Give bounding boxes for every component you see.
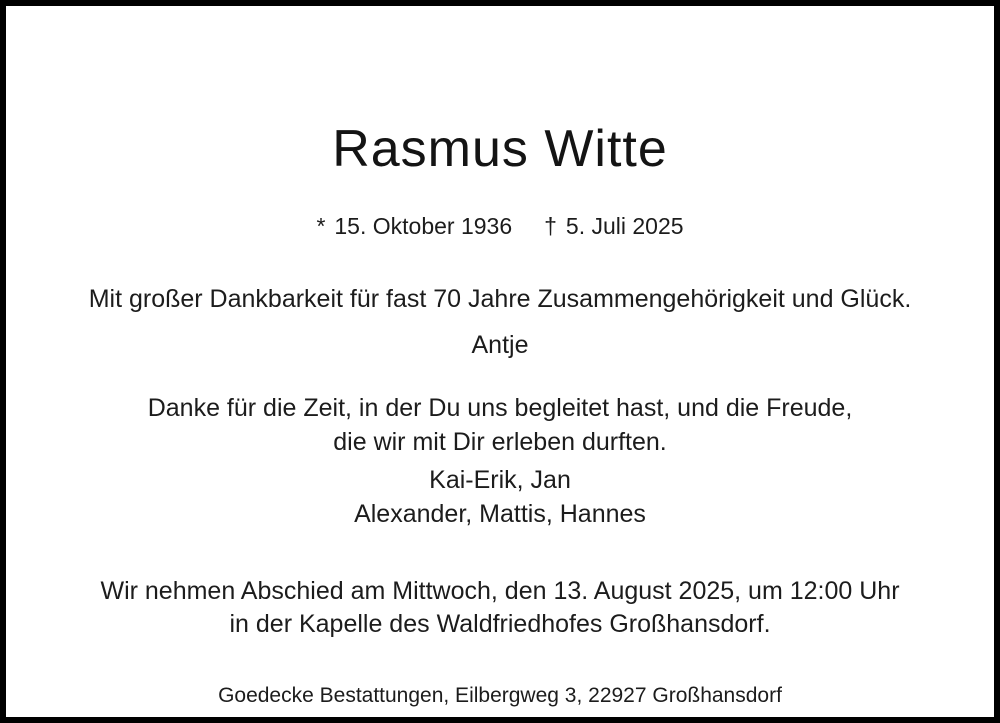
funeral-home-info: Goedecke Bestattungen, Eilbergweg 3, 22927 Großhansdorf [218,684,782,707]
life-dates [6,212,994,240]
gratitude-line: Mit großer Dankbarkeit für fast 70 Jahre Zusammengehörigkeit und Glück. [88,285,912,313]
deceased-name: Rasmus Witte [332,120,668,178]
born-star-symbol: * [316,213,326,239]
thanks-line-1: Danke für die Zeit, in der Du uns begleitet hast, und die Freude, [147,394,853,422]
death-date-group [544,212,683,240]
family-names-line-2: Alexander, Mattis, Hannes [354,500,646,528]
birth-date: 15. Oktober 1936 [334,213,513,239]
death-date: 5. Juli 2025 [565,213,684,239]
farewell-line-1: Wir nehmen Abschied am Mittwoch, den 13. August 2025, um 12:00 Uhr [100,577,900,605]
thanks-line-2: die wir mit Dir erleben durften. [333,428,667,456]
family-names-line-1: Kai-Erik, Jan [429,466,571,494]
died-dagger-symbol: † [544,213,557,239]
farewell-paragraph [6,575,994,641]
thanks-paragraph [6,391,994,459]
spouse-name: Antje [471,331,529,359]
farewell-line-2: in der Kapelle des Waldfriedhofes Großhansdorf. [229,610,771,638]
